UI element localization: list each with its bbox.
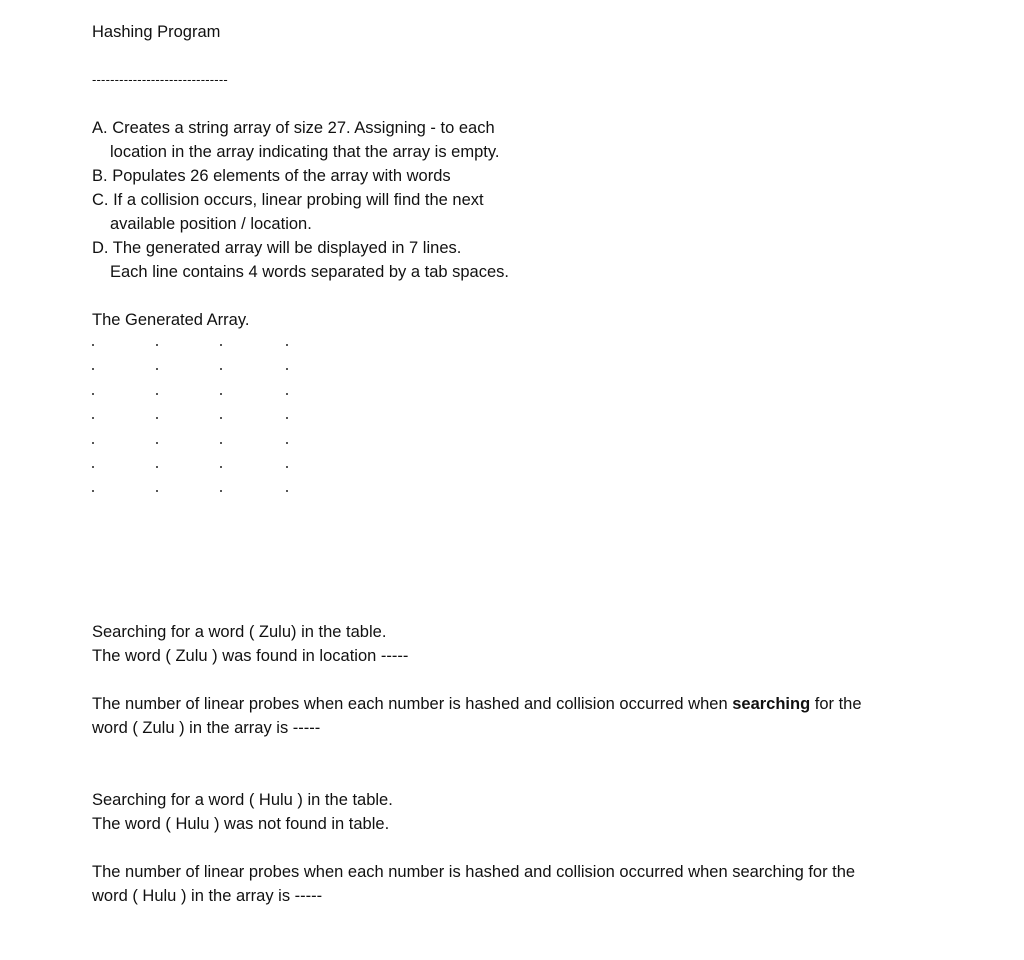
array-cell-placeholder: [156, 442, 158, 444]
search-hulu-result: The word ( Hulu ) was not found in table.: [92, 815, 390, 833]
array-cell-placeholder: [286, 442, 288, 444]
array-cell-placeholder: [92, 344, 94, 346]
step-d: [92, 236, 461, 260]
array-cell-placeholder: [220, 368, 222, 370]
step-text: Creates a string array of size 27. Assigning - to each: [112, 119, 495, 137]
array-cell-placeholder: [92, 466, 94, 468]
step-b: [92, 164, 451, 188]
array-cell-placeholder: [286, 344, 288, 346]
array-cell-placeholder: [92, 442, 94, 444]
array-row: [92, 460, 312, 484]
step-a: [92, 116, 495, 140]
generated-array-heading: The Generated Array.: [92, 311, 250, 329]
array-cell-placeholder: [92, 490, 94, 492]
step-marker: B.: [92, 167, 108, 185]
search-zulu-result: The word ( Zulu ) was found in location -----: [92, 647, 409, 665]
probes-hulu-line-2: word ( Hulu ) in the array is -----: [92, 887, 323, 905]
array-cell-placeholder: [156, 466, 158, 468]
array-cell-placeholder: [92, 417, 94, 419]
array-cell-placeholder: [220, 344, 222, 346]
array-cell-placeholder: [220, 490, 222, 492]
step-text: Populates 26 elements of the array with words: [112, 167, 451, 185]
probes-zulu-line: [92, 692, 862, 716]
array-cell-placeholder: [286, 417, 288, 419]
search-zulu-line: Searching for a word ( Zulu) in the table.: [92, 623, 387, 641]
document-title: Hashing Program: [92, 23, 221, 41]
search-hulu-line: Searching for a word ( Hulu ) in the table.: [92, 791, 393, 809]
separator-line: ------------------------------: [92, 72, 228, 87]
step-a-continuation: location in the array indicating that the array is empty.: [110, 143, 500, 161]
step-marker: A.: [92, 119, 108, 137]
probes-zulu-text-end: for the: [810, 695, 862, 713]
array-cell-placeholder: [286, 368, 288, 370]
array-cell-placeholder: [286, 490, 288, 492]
probes-zulu-text: The number of linear probes when each number is hashed and collision occurred when: [92, 695, 733, 713]
step-text: The generated array will be displayed in 7 lines.: [112, 239, 462, 257]
array-cell-placeholder: [220, 466, 222, 468]
array-cell-placeholder: [92, 393, 94, 395]
step-c: [92, 188, 484, 212]
array-cell-placeholder: [156, 344, 158, 346]
array-row: [92, 338, 312, 362]
array-cell-placeholder: [286, 466, 288, 468]
generated-array-grid: [92, 338, 312, 509]
array-cell-placeholder: [220, 442, 222, 444]
array-cell-placeholder: [156, 490, 158, 492]
step-text: If a collision occurs, linear probing will find the next: [113, 191, 484, 209]
array-cell-placeholder: [220, 393, 222, 395]
probes-zulu-bold: searching: [732, 695, 811, 713]
array-row: [92, 387, 312, 411]
array-cell-placeholder: [286, 393, 288, 395]
step-marker: C.: [92, 191, 109, 209]
array-cell-placeholder: [156, 393, 158, 395]
array-cell-placeholder: [92, 368, 94, 370]
array-cell-placeholder: [156, 368, 158, 370]
array-row: [92, 484, 312, 508]
step-c-continuation: available position / location.: [110, 215, 312, 233]
step-d-continuation: Each line contains 4 words separated by a tab spaces.: [110, 263, 509, 281]
step-marker: D.: [92, 239, 109, 257]
array-row: [92, 436, 312, 460]
array-cell-placeholder: [220, 417, 222, 419]
array-row: [92, 362, 312, 386]
probes-zulu-line-2: word ( Zulu ) in the array is -----: [92, 719, 321, 737]
array-cell-placeholder: [156, 417, 158, 419]
array-row: [92, 411, 312, 435]
probes-hulu-line: The number of linear probes when each number is hashed and collision occurred when searching for the: [92, 863, 856, 881]
